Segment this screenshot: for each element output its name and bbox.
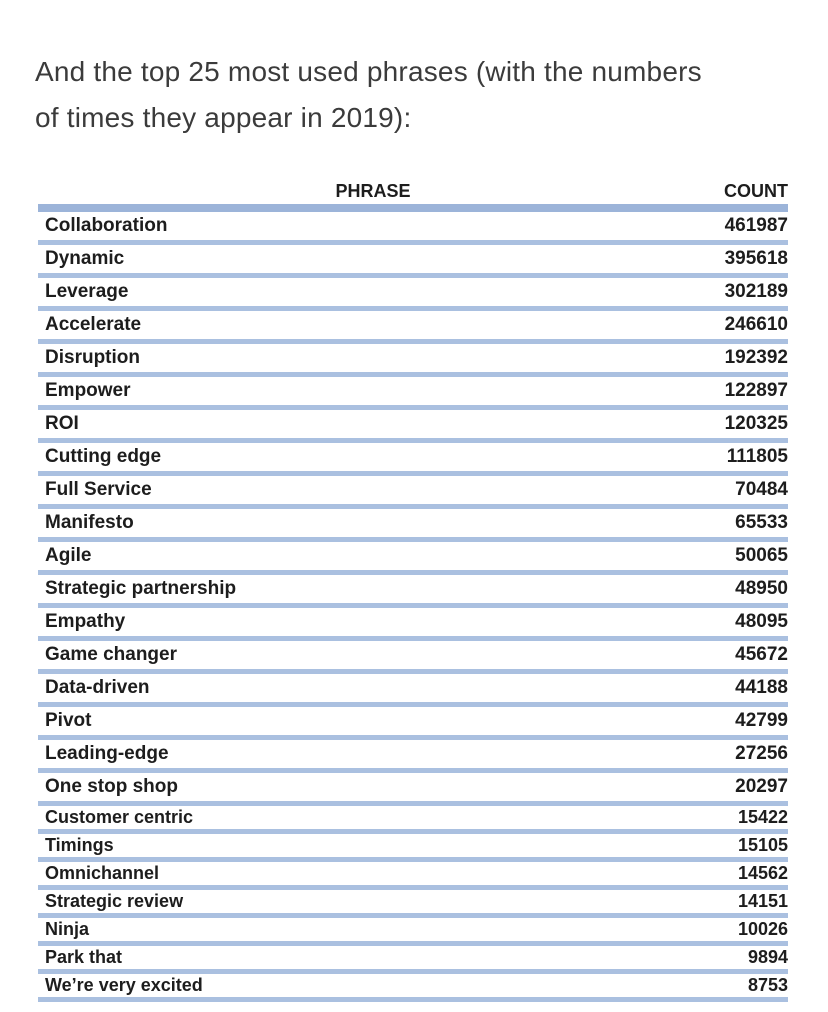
count-cell: 14151 (737, 891, 788, 911)
table-row (38, 278, 788, 311)
intro-line-2: of times they appear in 2019): (35, 102, 412, 133)
table-row (38, 608, 788, 641)
phrase-cell: Pivot (45, 710, 92, 731)
phrase-cell: Data-driven (45, 677, 150, 698)
phrase-cell: ROI (45, 413, 79, 434)
table-row (38, 806, 788, 834)
table-row (38, 890, 788, 918)
count-cell: 9894 (747, 947, 788, 967)
phrase-cell: Disruption (45, 347, 140, 368)
count-cell: 111805 (726, 446, 788, 467)
count-cell: 302189 (724, 281, 788, 302)
table-row (38, 311, 788, 344)
phrase-cell: One stop shop (45, 776, 178, 797)
count-cell: 20297 (735, 776, 788, 797)
phrase-cell: Accelerate (45, 314, 142, 335)
count-cell: 15105 (737, 835, 788, 855)
table-row (38, 674, 788, 707)
count-cell: 48950 (735, 578, 788, 599)
count-cell: 395618 (724, 248, 788, 269)
table-row (38, 212, 788, 245)
table-row (38, 509, 788, 542)
phrase-cell: Game changer (45, 644, 177, 665)
count-cell: 461987 (724, 215, 788, 236)
table-row (38, 542, 788, 575)
phrase-cell: Full Service (45, 479, 152, 500)
phrase-cell: Park that (45, 947, 123, 967)
count-cell: 44188 (735, 677, 788, 698)
phrase-cell: Customer centric (45, 807, 194, 827)
count-cell: 122897 (724, 380, 788, 401)
phrase-cell: Cutting edge (45, 446, 162, 467)
count-cell: 50065 (735, 545, 788, 566)
count-column-header: COUNT (724, 181, 788, 201)
intro-line-1: And the top 25 most used phrases (with the numbers (35, 56, 702, 87)
table-header-row (38, 176, 788, 212)
phrase-cell: Omnichannel (45, 863, 160, 883)
phrase-column-header: PHRASE (335, 181, 411, 201)
table-row (38, 834, 788, 862)
count-cell: 192392 (724, 347, 788, 368)
phrase-cell: Empower (45, 380, 131, 401)
phrase-cell: Leading-edge (45, 743, 169, 764)
count-cell: 8753 (747, 975, 788, 995)
intro-paragraph (35, 49, 702, 141)
table-row (38, 410, 788, 443)
table-row (38, 575, 788, 608)
count-cell: 48095 (735, 611, 788, 632)
phrase-cell: Timings (45, 835, 114, 855)
phrase-cell: Empathy (45, 611, 126, 632)
table-row (38, 641, 788, 674)
phrase-cell: Leverage (45, 281, 129, 302)
count-cell: 10026 (737, 919, 788, 939)
phrase-cell: Manifesto (45, 512, 134, 533)
table-row (38, 245, 788, 278)
table-row (38, 918, 788, 946)
table-row (38, 443, 788, 476)
count-cell: 45672 (735, 644, 788, 665)
phrase-cell: Strategic partnership (45, 578, 237, 599)
phrase-cell: Dynamic (45, 248, 125, 269)
count-cell: 14562 (737, 863, 788, 883)
phrase-count-table (38, 176, 788, 1002)
table-row (38, 773, 788, 806)
phrase-table-body (38, 212, 788, 1002)
phrase-cell: Strategic review (45, 891, 184, 911)
table-row (38, 707, 788, 740)
phrase-cell: Ninja (45, 919, 90, 939)
count-cell: 70484 (735, 479, 788, 500)
table-row (38, 862, 788, 890)
phrase-cell: Collaboration (45, 215, 168, 236)
count-cell: 15422 (737, 807, 788, 827)
table-row (38, 476, 788, 509)
table-row (38, 974, 788, 1002)
table-row (38, 740, 788, 773)
count-cell: 27256 (735, 743, 788, 764)
phrase-cell: Agile (45, 545, 92, 566)
phrase-cell: We’re very excited (45, 975, 203, 995)
count-cell: 65533 (735, 512, 788, 533)
count-cell: 246610 (724, 314, 788, 335)
count-cell: 42799 (735, 710, 788, 731)
table-row (38, 377, 788, 410)
count-cell: 120325 (724, 413, 788, 434)
table-row (38, 946, 788, 974)
table-row (38, 344, 788, 377)
